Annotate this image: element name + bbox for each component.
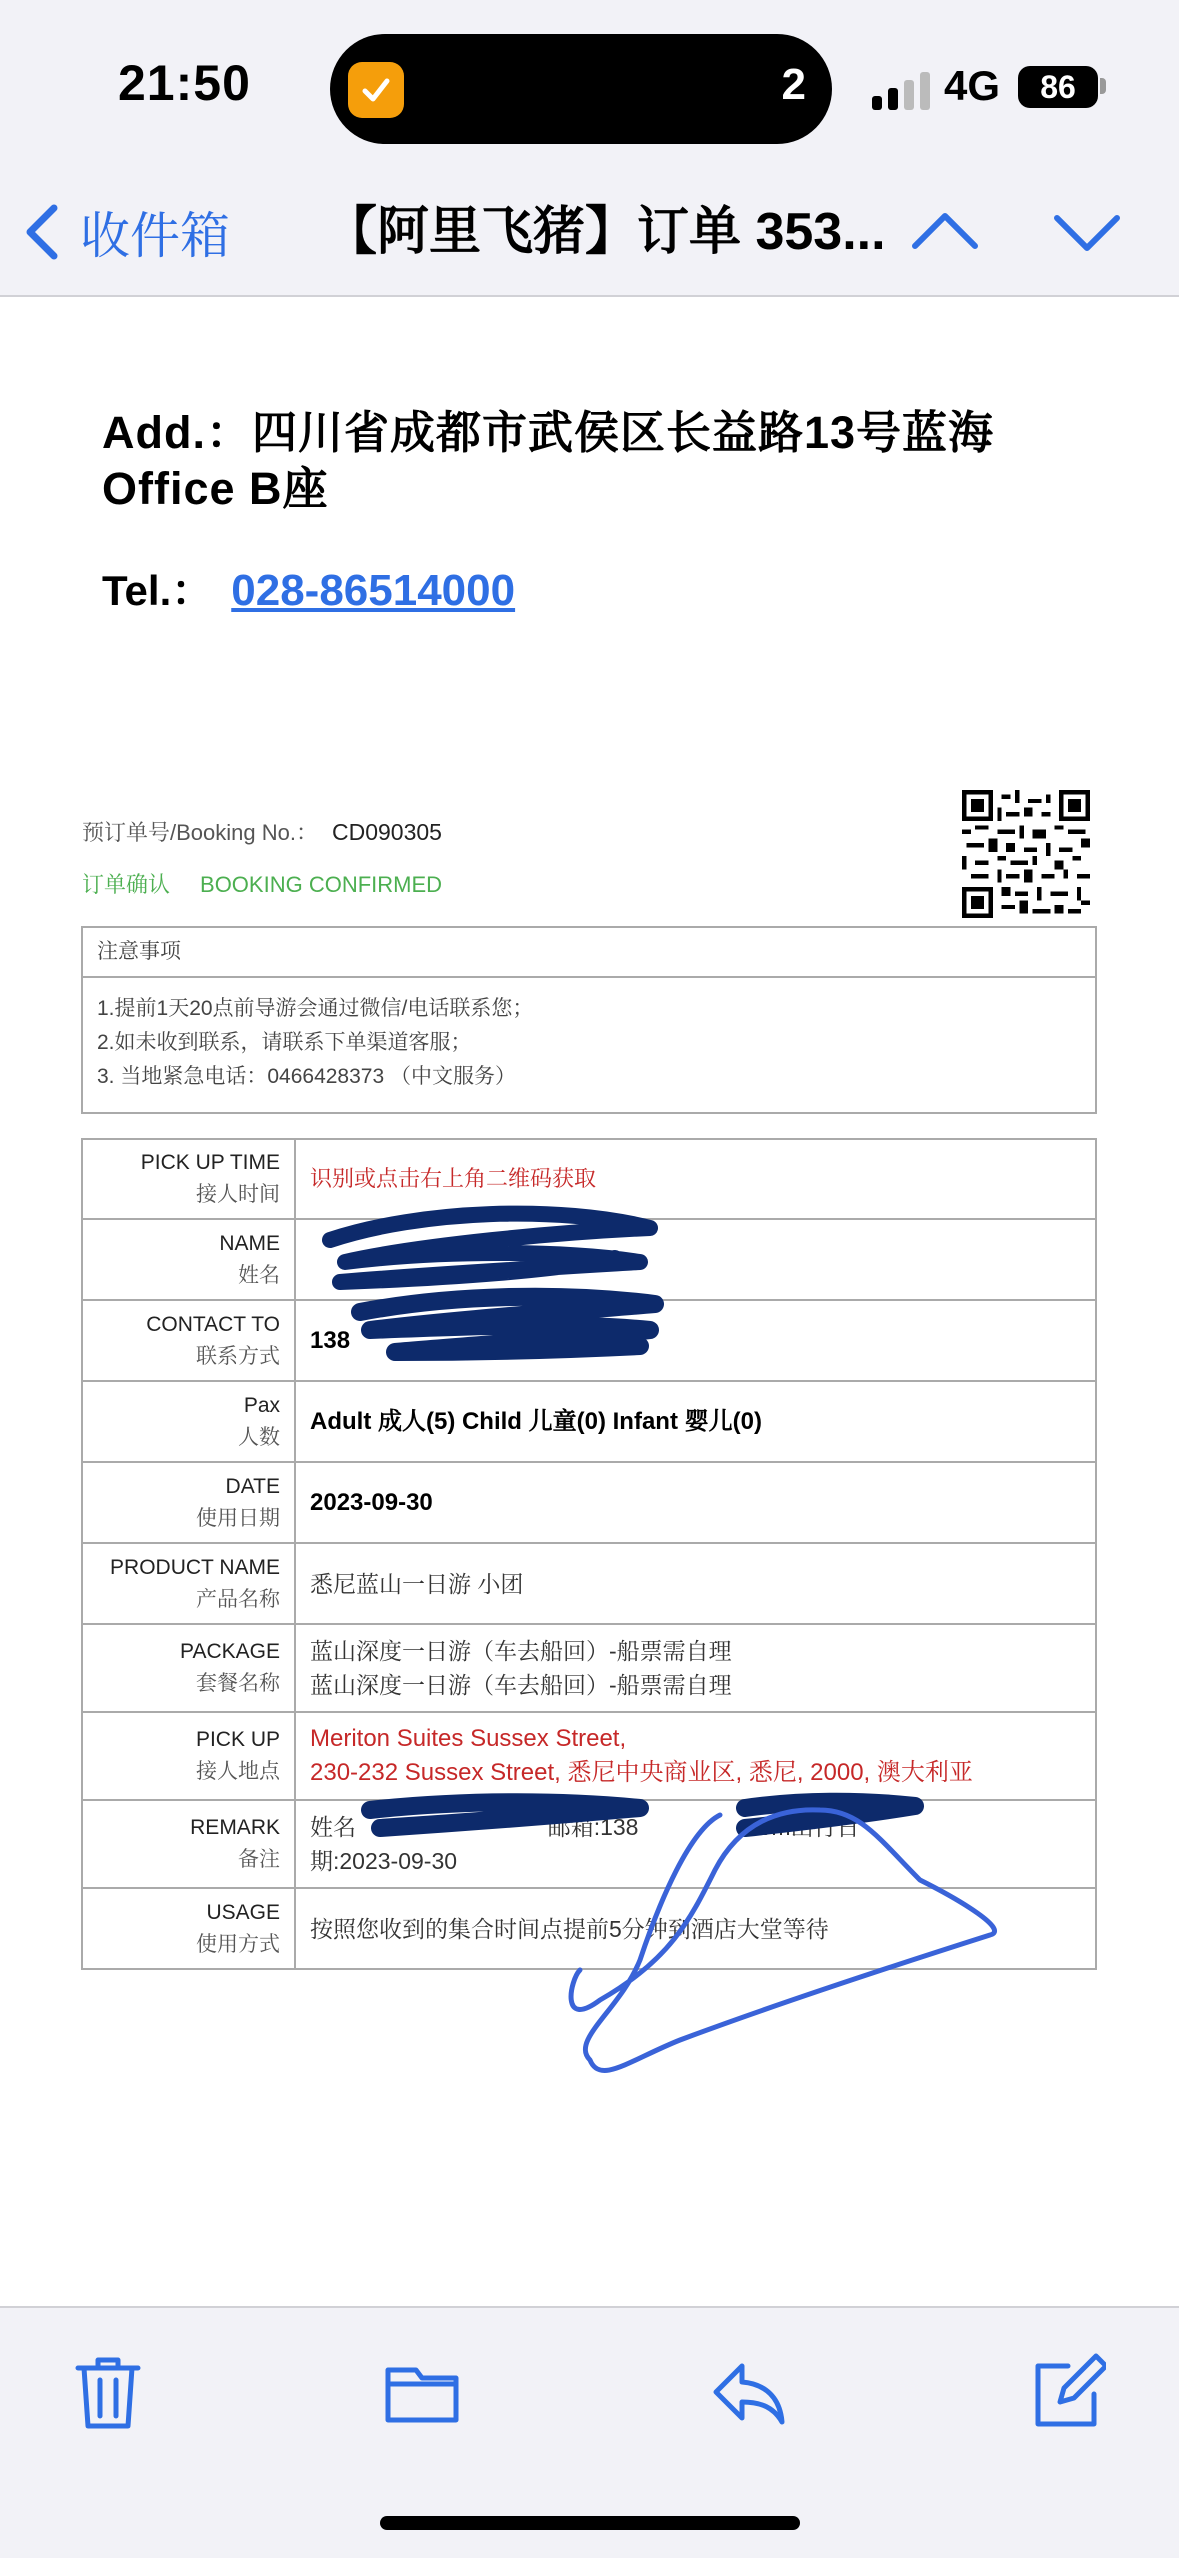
label-en: PACKAGE <box>180 1640 280 1663</box>
table-row <box>82 1888 1096 1969</box>
booking-details-table <box>81 1138 1097 1970</box>
company-tel <box>102 558 515 618</box>
notice-title: 注意事项 <box>83 928 1095 978</box>
tel-label: Tel.： <box>102 567 214 614</box>
table-row <box>82 1543 1096 1624</box>
island-app-icon <box>348 62 404 118</box>
back-button[interactable] <box>22 200 230 264</box>
row-label <box>82 1543 295 1624</box>
notice-box <box>81 926 1097 1114</box>
booking-no-label: 预订单号/Booking No.： <box>82 820 318 845</box>
usage-value: 按照您收到的集合时间点提前5分钟到酒店大堂等待 <box>295 1888 1096 1969</box>
package-line: 蓝山深度一日游（车去船回）-船票需自理 <box>310 1638 732 1664</box>
name-value <box>295 1219 1096 1300</box>
booking-number <box>82 816 442 847</box>
home-indicator[interactable] <box>380 2516 800 2530</box>
trash-icon[interactable] <box>70 2352 146 2432</box>
table-row <box>82 1139 1096 1219</box>
label-en: CONTACT TO <box>146 1312 280 1336</box>
product-name-value: 悉尼蓝山一日游 小团 <box>295 1543 1096 1624</box>
remark-value <box>295 1800 1096 1888</box>
label-en: USAGE <box>206 1900 280 1924</box>
remark-line: 姓名 邮箱:138 .com出行日 <box>310 1814 860 1840</box>
label-zh: 联系方式 <box>196 1344 280 1368</box>
label-zh: 备注 <box>238 1848 280 1871</box>
back-label: 收件箱 <box>80 208 230 264</box>
label-en: PICK UP TIME <box>140 1151 280 1174</box>
pickup-line: 230-232 Sussex Street, 悉尼中央商业区, 悉尼, 2000, 澳大利亚 <box>310 1759 973 1786</box>
chevron-down-icon[interactable] <box>1052 200 1122 264</box>
notice-line: 1.提前1天20点前导游会通过微信/电话联系您； <box>97 997 534 1020</box>
booking-no-value: CD090305 <box>331 819 442 845</box>
label-zh: 产品名称 <box>196 1587 280 1611</box>
label-zh: 套餐名称 <box>196 1672 280 1695</box>
table-row <box>82 1624 1096 1712</box>
compose-icon[interactable] <box>1030 2352 1106 2432</box>
label-en: DATE <box>225 1474 280 1498</box>
notice-line: 3. 当地紧急电话：0466428373 （中文服务） <box>97 1065 516 1088</box>
pickup-location-value <box>295 1712 1096 1800</box>
table-row <box>82 1800 1096 1888</box>
table-row <box>82 1381 1096 1462</box>
company-address: Add.：四川省成都市武侯区长益路13号蓝海Office B座 <box>102 407 995 514</box>
label-zh: 使用日期 <box>196 1506 280 1530</box>
label-en: PRODUCT NAME <box>110 1555 280 1579</box>
pickup-line: Meriton Suites Sussex Street, <box>310 1725 627 1752</box>
row-label <box>82 1800 295 1888</box>
table-row <box>82 1219 1096 1300</box>
table-row <box>82 1300 1096 1381</box>
battery-level: 86 <box>1018 66 1098 108</box>
label-zh: 使用方式 <box>196 1932 280 1956</box>
contact-value: 138 <box>295 1300 1096 1381</box>
battery-cap-icon <box>1100 78 1106 94</box>
notice-body <box>83 978 1095 1112</box>
package-value <box>295 1624 1096 1712</box>
label-zh: 接人时间 <box>196 1183 280 1206</box>
label-en: REMARK <box>190 1816 280 1839</box>
reply-icon[interactable] <box>710 2352 786 2432</box>
chevron-up-icon[interactable] <box>910 200 980 264</box>
status-time: 21:50 <box>118 55 251 111</box>
qr-code-icon[interactable] <box>962 790 1090 918</box>
table-row <box>82 1712 1096 1800</box>
network-type: 4G <box>944 62 1001 109</box>
folder-icon[interactable] <box>384 2352 460 2432</box>
label-en: PICK UP <box>195 1728 280 1751</box>
row-label <box>82 1381 295 1462</box>
booking-status <box>82 868 442 899</box>
notice-line: 2.如未收到联系，请联系下单渠道客服； <box>97 1031 472 1054</box>
date-value: 2023-09-30 <box>295 1462 1096 1543</box>
row-label <box>82 1712 295 1800</box>
row-label <box>82 1300 295 1381</box>
back-chevron-icon <box>22 202 62 262</box>
row-label <box>82 1219 295 1300</box>
row-label <box>82 1139 295 1219</box>
island-count: 2 <box>781 60 806 109</box>
signal-icon <box>872 70 934 110</box>
pax-value: Adult 成人(5) Child 儿童(0) Infant 婴儿(0) <box>295 1381 1096 1462</box>
dynamic-island[interactable] <box>330 34 832 144</box>
table-row <box>82 1462 1096 1543</box>
tel-link[interactable]: 028-86514000 <box>231 566 516 615</box>
row-label <box>82 1624 295 1712</box>
email-subject: 【阿里飞猪】订单 353... <box>325 203 886 261</box>
row-label <box>82 1462 295 1543</box>
label-en: Pax <box>243 1393 280 1417</box>
status-bar <box>0 0 1179 180</box>
label-zh: 接人地点 <box>196 1760 280 1783</box>
status-en: BOOKING CONFIRMED <box>200 872 443 897</box>
status-zh: 订单确认 <box>82 872 171 897</box>
remark-line: 期:2023-09-30 <box>310 1848 458 1874</box>
label-zh: 姓名 <box>238 1263 280 1287</box>
row-label <box>82 1888 295 1969</box>
label-zh: 人数 <box>238 1425 280 1449</box>
label-en: NAME <box>219 1231 280 1255</box>
pickup-time-value: 识别或点击右上角二维码获取 <box>295 1139 1096 1219</box>
mail-nav-bar <box>0 180 1179 297</box>
package-line: 蓝山深度一日游（车去船回）-船票需自理 <box>310 1672 732 1698</box>
